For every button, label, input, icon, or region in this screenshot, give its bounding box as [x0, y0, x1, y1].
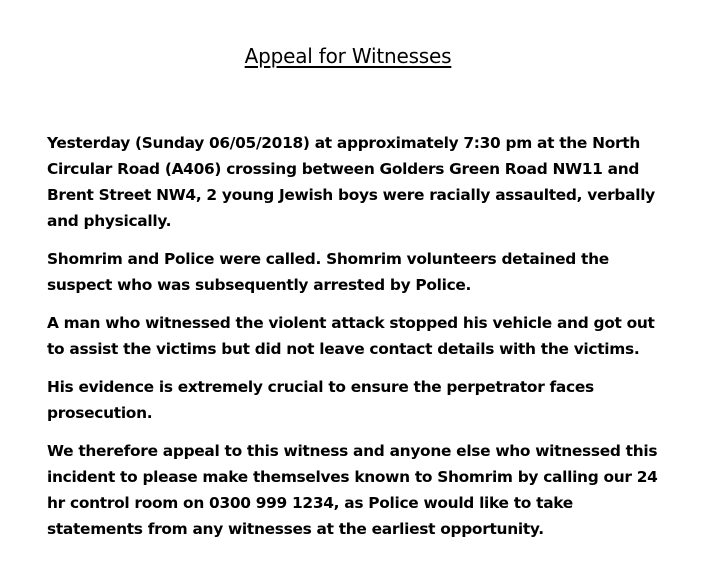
paragraph-incident: Yesterday (Sunday 06/05/2018) at approximately 7:30 pm at the North Circular Road (A406) crossing between Golders Green Road NW11 and Brent Street NW4, 2 young Jewish boys were racially assaulted, verbally and physically.	[47, 134, 655, 230]
paragraph-evidence: His evidence is extremely crucial to ensure the perpetrator faces prosecution.	[47, 378, 594, 422]
paragraph-arrest: Shomrim and Police were called. Shomrim volunteers detained the suspect who was subsequently arrested by Police.	[47, 250, 609, 294]
page-title: Appeal for Witnesses	[244, 44, 452, 68]
document-body	[47, 130, 667, 554]
paragraph-witness: A man who witnessed the violent attack stopped his vehicle and got out to assist the victims but did not leave contact details with the victims.	[47, 314, 655, 358]
paragraph-appeal: We therefore appeal to this witness and anyone else who witnessed this incident to please make themselves known to Shomrim by calling our 24 hr control room on 0300 999 1234, as Police would like to take statements from any witnesses at the earliest opportunity.	[47, 442, 658, 538]
